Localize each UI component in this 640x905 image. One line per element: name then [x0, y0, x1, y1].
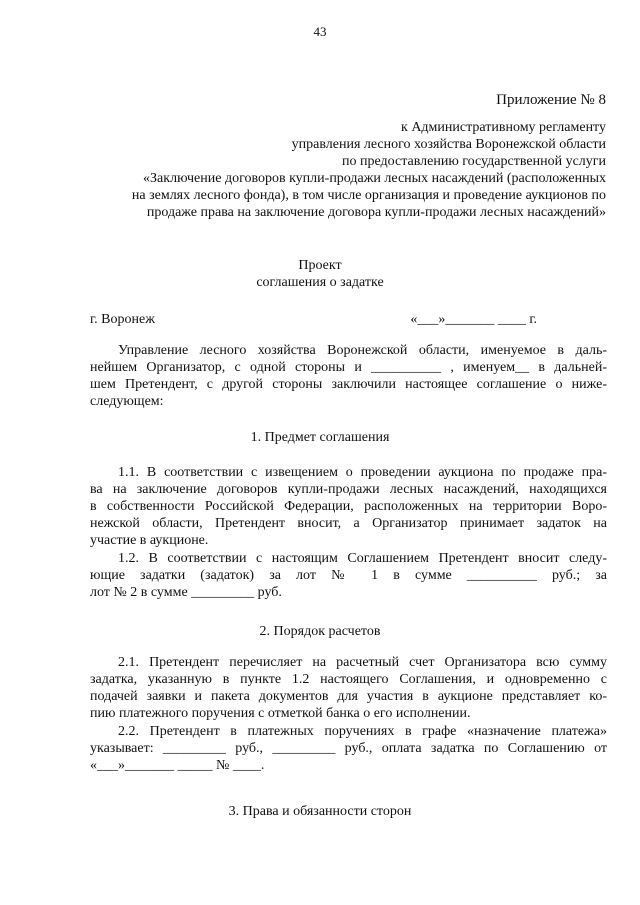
text-line: задатка, указанную в пункте 1.2 настоящего Соглашения, и одновременно с: [90, 672, 607, 687]
text-line: в собственности Российской Федерации, расположенных на территории Воро-: [90, 499, 607, 514]
text-line: подачей заявки и пакета документов для участия в аукционе представляет ко-: [90, 689, 607, 704]
annex-label: Приложение № 8: [496, 92, 606, 108]
regulation-line: на землях лесного фонда), в том числе организация и проведение аукционов по: [131, 188, 606, 203]
section-heading: 2. Порядок расчетов: [259, 624, 381, 639]
text-line: пию платежного поручения с отметкой банка о его исполнении.: [90, 706, 471, 721]
place-date-row: [90, 312, 537, 328]
page-number: 43: [313, 24, 327, 39]
text-line: нежской области, Претендент вносит, а Организатор принимает задаток на: [90, 516, 607, 531]
clause-1-1: [90, 464, 607, 549]
text-line: 2.1. Претендент перечисляет на расчетный счет Организатора всю сумму: [118, 655, 607, 670]
city-label: г. Воронеж: [90, 312, 155, 327]
text-line: шем Претендент, с другой стороны заключили настоящее соглашение о ниже-: [90, 377, 607, 392]
text-line: 1.1. В соответствии с извещением о проведении аукциона по продаже пра-: [118, 465, 607, 480]
text-line: 1.2. В соответствии с настоящим Соглашением Претендент вносит следу-: [118, 551, 607, 566]
clause-2-2: [90, 723, 607, 774]
text-line: нейшем Организатор, с одной стороны и __________ , именуем__ в дальней-: [90, 360, 607, 375]
text-line: лот № 2 в сумме _________ руб.: [90, 585, 282, 600]
text-line: ва на заключение договоров купли-продажи лесных насаждений, находящихся: [90, 482, 607, 497]
clause-1-2: [90, 550, 607, 601]
text-line: «___»_______ _____ № ____.: [90, 758, 265, 773]
regulation-line: по предоставлению государственной услуги: [342, 154, 606, 169]
clause-2-1: [90, 654, 607, 722]
section-heading: 1. Предмет соглашения: [250, 430, 390, 445]
intro-paragraph: [90, 342, 607, 410]
text-line: 2.2. Претендент в платежных поручениях в графе «назначение платежа»: [118, 724, 607, 739]
text-line: Управление лесного хозяйства Воронежской области, именуемое в даль-: [118, 343, 607, 358]
date-placeholder: «___»_______ ____ г.: [410, 312, 537, 327]
regulation-line: «Заключение договоров купли-продажи лесных насаждений (расположенных: [143, 171, 606, 186]
text-line: указывает: _________ руб., _________ руб., оплата задатка по Соглашению от: [90, 741, 607, 756]
regulation-reference: [86, 119, 606, 221]
regulation-line: продаже права на заключение договора купли-продажи лесных насаждений»: [146, 205, 606, 220]
regulation-line: управления лесного хозяйства Воронежской области: [291, 137, 606, 152]
text-line: участие в аукционе.: [90, 533, 209, 548]
document-subtitle: соглашения о задатке: [256, 275, 384, 290]
regulation-line: к Административному регламенту: [401, 120, 606, 135]
section-heading: 3. Права и обязанности сторон: [228, 804, 412, 819]
document-title: Проект: [298, 258, 342, 273]
text-line: следующем:: [90, 394, 164, 409]
text-line: ющие задатки (задаток) за лот № 1 в сумме __________ руб.; за: [90, 568, 607, 583]
